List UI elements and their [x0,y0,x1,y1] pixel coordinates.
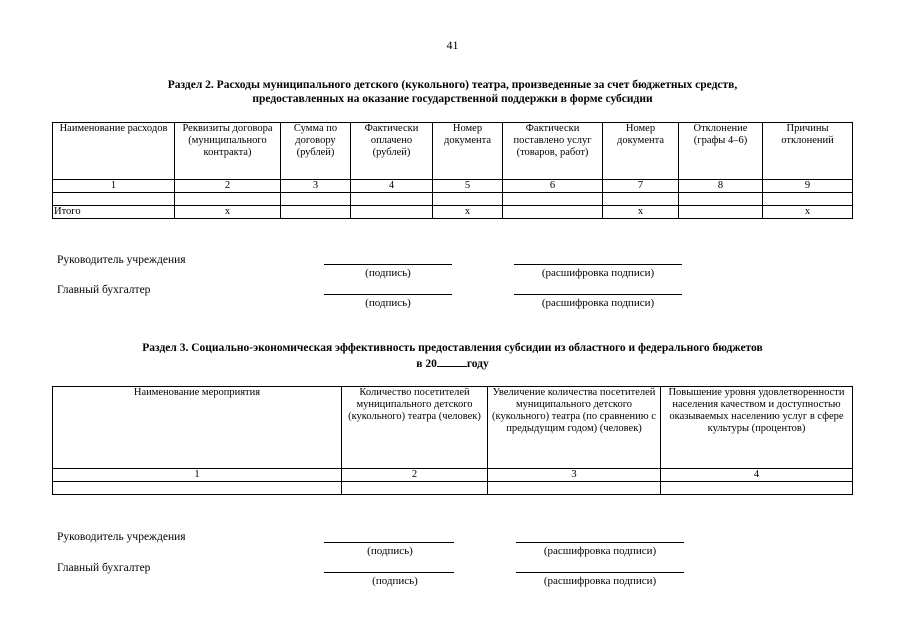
header-cell: Фактически поставлено услуг (товаров, работ) [503,123,603,180]
table-cell: х [175,206,281,219]
table-cell[interactable] [661,482,853,495]
column-number: 2 [342,469,488,482]
header-cell: Сумма по договору (рублей) [281,123,351,180]
table-cell[interactable] [488,482,661,495]
header-cell: Увеличение количества посетителей муниципального детского (кукольного) театра (по сравнению с предыдущим годом) (человек) [488,387,661,469]
expenses-header-row [53,123,853,180]
column-number: 3 [281,180,351,193]
signature-decode-line[interactable] [516,572,684,573]
header-cell: Количество посетителей муниципального детского (кукольного) театра (человек) [342,387,488,469]
year-prefix: в 20 [416,358,437,370]
table-cell[interactable] [351,206,433,219]
table-cell[interactable] [503,206,603,219]
empty-row [53,482,853,495]
table-cell[interactable] [281,206,351,219]
section2-title-line2: предоставленных на оказание государственной поддержки в форме субсидии [252,93,653,105]
section3-title [60,341,845,371]
signature-decode-line[interactable] [516,542,684,543]
table-cell[interactable] [53,482,342,495]
year-suffix: году [466,358,489,370]
table-cell[interactable] [433,193,503,206]
section2-title [80,78,825,106]
table-cell[interactable] [503,193,603,206]
signature-decode-line[interactable] [514,264,682,265]
table-cell[interactable] [603,193,679,206]
signature-caption: (подпись) [365,297,411,309]
column-number: 4 [661,469,853,482]
header-cell: Наименование мероприятия [53,387,342,469]
signature-caption: (подпись) [367,545,413,557]
column-number: 9 [763,180,853,193]
table-cell: х [603,206,679,219]
section2-title-line1: Раздел 2. Расходы муниципального детского (кукольного) театра, произведенные за счет бюджетных средств, [167,79,738,91]
table-cell[interactable] [175,193,281,206]
signature-caption: (подпись) [372,575,418,587]
page-number: 41 [446,38,459,52]
table-cell[interactable] [281,193,351,206]
table-cell[interactable] [679,193,763,206]
column-number: 2 [175,180,281,193]
head-of-institution-label: Руководитель учреждения [57,531,186,543]
column-number: 1 [53,469,342,482]
total-row [53,206,853,219]
table-cell[interactable] [53,193,175,206]
signature-decode-line[interactable] [514,294,682,295]
efficiency-table [52,386,853,495]
header-cell: Номер документа [603,123,679,180]
year-blank-field[interactable] [437,355,467,367]
column-number: 1 [53,180,175,193]
signature-caption: (подпись) [365,267,411,279]
column-number: 4 [351,180,433,193]
table-cell: х [433,206,503,219]
expenses-table [52,122,853,219]
column-number: 5 [433,180,503,193]
column-number: 3 [488,469,661,482]
header-cell: Повышение уровня удовлетворенности населения качеством и доступностью оказываемых населению услуг в сфере культуры (процентов) [661,387,853,469]
section3-title-line1: Раздел 3. Социально-экономическая эффективность предоставления субсидии из областного и федерального бюджетов [142,342,763,354]
chief-accountant-label: Главный бухгалтер [57,562,151,574]
column-number: 8 [679,180,763,193]
empty-row [53,193,853,206]
head-of-institution-label: Руководитель учреждения [57,254,186,266]
table-cell[interactable] [679,206,763,219]
table-cell[interactable] [763,193,853,206]
column-number-row [53,469,853,482]
column-number: 7 [603,180,679,193]
column-number-row [53,180,853,193]
header-cell: Фактически оплачено (рублей) [351,123,433,180]
header-cell: Причины отклонений [763,123,853,180]
signature-line[interactable] [324,294,452,295]
efficiency-header-row [53,387,853,469]
header-cell: Номер документа [433,123,503,180]
signature-line[interactable] [324,572,454,573]
table-cell[interactable] [342,482,488,495]
total-label: Итого [53,206,175,219]
table-cell: х [763,206,853,219]
section3-title-line2 [60,355,845,371]
table-cell[interactable] [351,193,433,206]
header-cell: Реквизиты договора (муниципального контракта) [175,123,281,180]
column-number: 6 [503,180,603,193]
signature-line[interactable] [324,542,454,543]
header-cell: Отклонение (графы 4–6) [679,123,763,180]
signature-decode-caption: (расшифровка подписи) [541,267,655,279]
signature-decode-caption: (расшифровка подписи) [541,297,655,309]
signature-decode-caption: (расшифровка подписи) [543,575,657,587]
header-cell: Наименование расходов [53,123,175,180]
chief-accountant-label: Главный бухгалтер [57,284,151,296]
signature-decode-caption: (расшифровка подписи) [543,545,657,557]
signature-line[interactable] [324,264,452,265]
